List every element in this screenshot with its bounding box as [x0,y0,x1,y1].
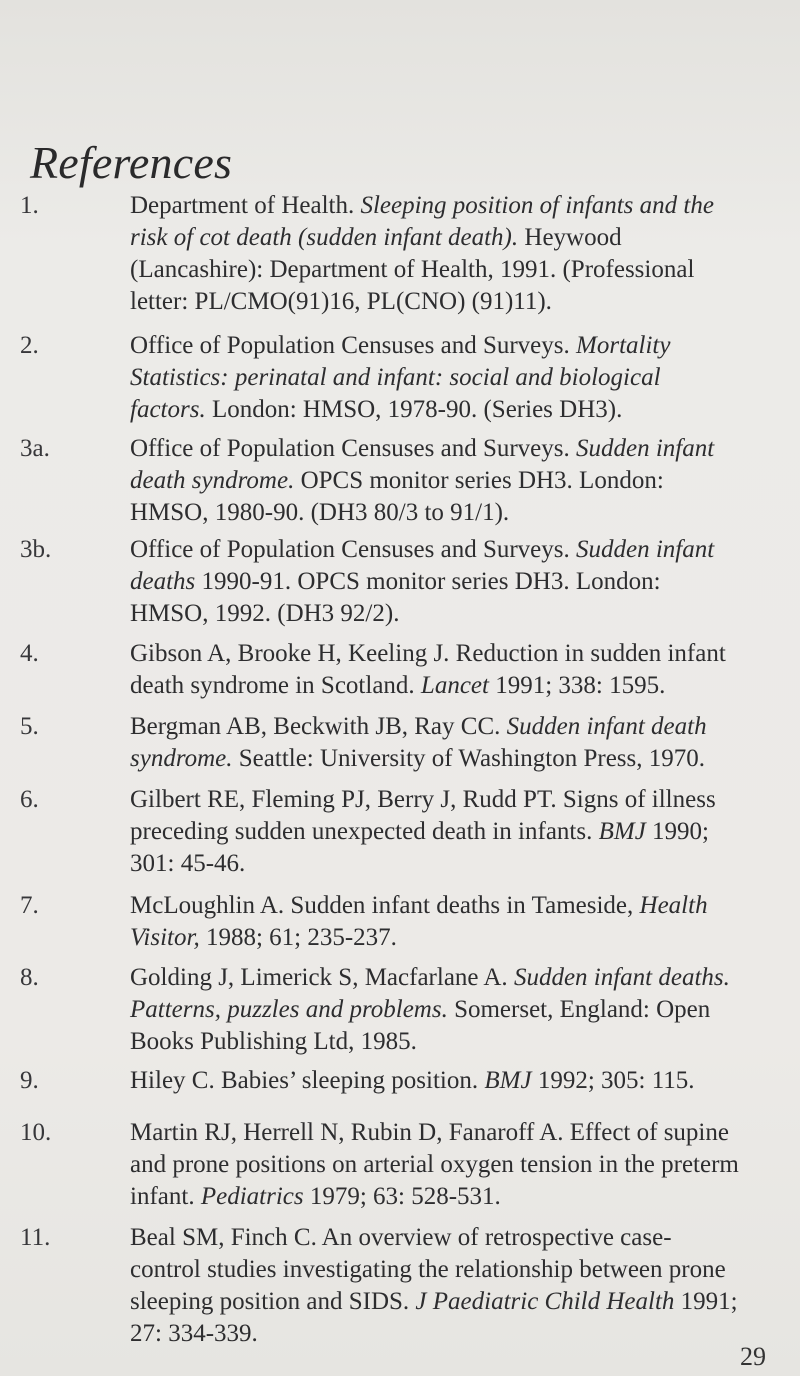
reference-text [130,534,740,630]
reference-number: 3b. [20,536,52,563]
reference-text-part: 1992; 305: 115. [531,1067,695,1094]
reference-text-part: Martin RJ, Herrell N, Rubin D, Fanaroff A. Effect of supine and prone positions on arterial oxygen tension in the preterm infant. [130,1119,739,1210]
reference-text-part: Sudden infant death syndrome. [130,713,707,772]
reference-number: 9. [20,1067,39,1094]
reference-number: 11. [20,1224,51,1251]
reference-text-part: 1991; 27: 334-339. [130,1288,738,1347]
reference-text-part: 1990; 301: 45-46. [130,818,709,877]
reference-number: 2. [20,332,39,359]
reference-text-part: Bergman AB, Beckwith JB, Ray CC. [130,713,507,740]
reference-number: 6. [20,786,39,813]
reference-text [130,190,740,318]
reference-text-part: McLoughlin A. Sudden infant deaths in Tameside, [130,892,640,919]
reference-text [130,890,740,954]
references-heading: References [30,137,233,188]
reference-text-part: BMJ [484,1067,532,1094]
reference-text-part: Heywood (Lancashire): Department of Health, 1991. (Professional letter: PL/CMO(91)16, PL(CNO) (91)11). [130,224,695,315]
reference-text [130,711,740,775]
reference-text-part: 1979; 63: 528-531. [303,1183,501,1210]
reference-text-part: Pediatrics [200,1183,304,1210]
reference-text-part: Office of Population Censuses and Surveys. [130,332,577,359]
reference-text-part: J Paediatric Child Health [415,1288,675,1315]
reference-text [130,330,740,426]
reference-text-part: Sleeping position of infants and the risk of cot death (sudden infant death). [130,192,714,251]
reference-text [130,1065,740,1097]
reference-number: 10. [20,1119,52,1146]
reference-number: 7. [20,892,39,919]
reference-text-part: Sudden infant deaths. Patterns, puzzles and problems. [130,964,730,1023]
reference-text-part: Department of Health. [130,192,361,219]
reference-text [130,1222,740,1350]
reference-text-part: Sudden infant death syndrome. [130,435,715,494]
reference-text-part: Hiley C. Babies’ sleeping position. [130,1067,485,1094]
reference-text-part: Sudden infant deaths [130,536,715,595]
reference-number: 3a. [20,435,50,462]
reference-text [130,1117,740,1213]
reference-text-part: 1991; 338: 1595. [488,672,666,699]
reference-text [130,784,740,880]
page-number: 29 [740,1342,766,1371]
reference-text-part: Lancet [420,672,489,699]
reference-number: 1. [20,192,39,219]
reference-number: 8. [20,964,39,991]
reference-text [130,638,740,702]
reference-text-part: 1988; 61; 235-237. [199,924,397,951]
reference-text-part: Beal SM, Finch C. An overview of retrospective case-control studies investigating the relationship between prone sleeping position and SIDS. [130,1224,726,1315]
reference-text-part: 1990-91. OPCS monitor series DH3. London: HMSO, 1992. (DH3 92/2). [130,568,661,627]
reference-text-part: Office of Population Censuses and Surveys. [130,435,577,462]
reference-text-part: Somerset, England: Open Books Publishing Ltd, 1985. [130,996,711,1055]
reference-text-part: BMJ [598,818,646,845]
reference-text-part: Office of Population Censuses and Surveys. [130,536,577,563]
reference-text-part: Gibson A, Brooke H, Keeling J. Reduction in sudden infant death syndrome in Scotland. [130,640,726,699]
reference-text-part: Mortality Statistics: perinatal and infant: social and biological factors. [130,332,671,423]
reference-number: 5. [20,713,39,740]
reference-text-part: Golding J, Limerick S, Macfarlane A. [130,964,514,991]
reference-number: 4. [20,640,39,667]
reference-text [130,962,740,1058]
reference-text-part: Seattle: University of Washington Press, 1970. [232,745,706,772]
reference-text-part: Health Visitor, [130,892,708,951]
reference-text-part: OPCS monitor series DH3. London: HMSO, 1980-90. (DH3 80/3 to 91/1). [130,467,664,526]
reference-text-part: Gilbert RE, Fleming PJ, Berry J, Rudd PT. Signs of illness preceding sudden unexpected death in infants. [130,786,716,845]
reference-text-part: London: HMSO, 1978-90. (Series DH3). [205,396,623,423]
reference-text [130,433,740,529]
